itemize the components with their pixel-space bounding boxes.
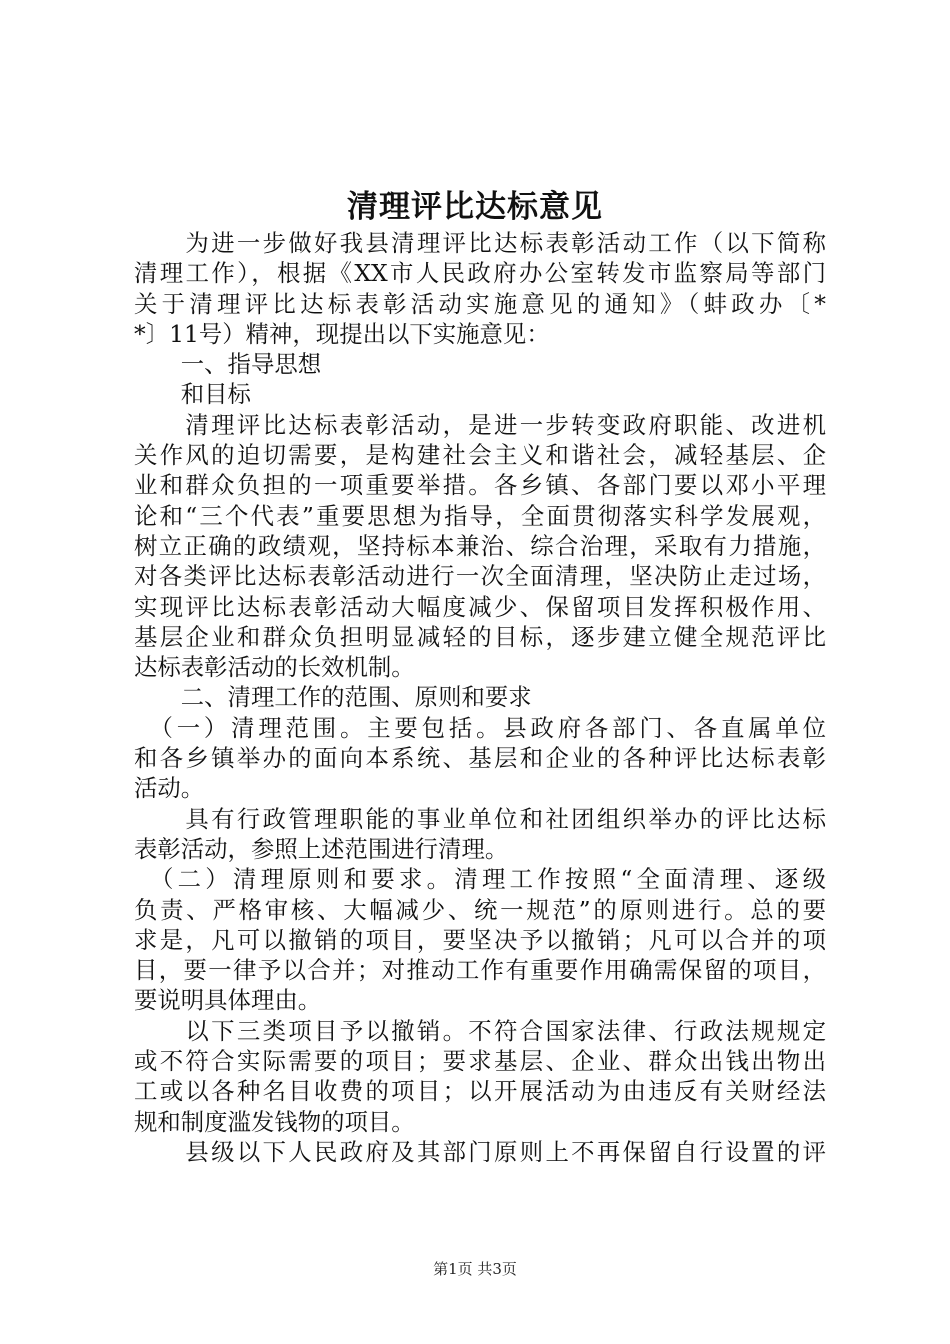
body-line: 规和制度滥发钱物的项目。	[134, 1107, 415, 1136]
body-line: 达标表彰活动的长效机制。	[134, 653, 415, 682]
body-line: 和各乡镇举办的面向本系统、基层和企业的各种评比达标表彰	[134, 744, 826, 773]
body-line: 表彰活动，参照上述范围进行清理。	[134, 834, 509, 863]
body-line: 负责、严格审核、大幅减少、统一规范”的原则进行。总的要	[134, 895, 826, 924]
body-line: （二）清理原则和要求。清理工作按照“全面清理、逐级	[134, 865, 826, 894]
body-line: 基层企业和群众负担明显减轻的目标，逐步建立健全规范评比	[134, 622, 826, 651]
body-line: 关作风的迫切需要，是构建社会主义和谐社会，减轻基层、企	[134, 441, 826, 470]
body-line: 或不符合实际需要的项目；要求基层、企业、群众出钱出物出	[134, 1047, 826, 1076]
body-line: 目，要一律予以合并；对推动工作有重要作用确需保留的项目，	[134, 956, 826, 985]
body-line: 求是，凡可以撤销的项目，要坚决予以撤销；凡可以合并的项	[134, 925, 826, 954]
body-line: 以下三类项目予以撤销。不符合国家法律、行政法规规定	[134, 1016, 826, 1045]
body-line: 活动。	[134, 774, 205, 803]
body-line: 清理评比达标表彰活动，是进一步转变政府职能、改进机	[134, 410, 826, 439]
section-heading: 一、指导思想	[134, 350, 322, 379]
body-line: 关于清理评比达标表彰活动实施意见的通知》（蚌政办〔*	[134, 289, 826, 318]
body-line: （一）清理范围。主要包括。县政府各部门、各直属单位	[134, 713, 826, 742]
document-title: 清理评比达标意见	[347, 189, 603, 225]
body-line: 为进一步做好我县清理评比达标表彰活动工作（以下简称	[134, 229, 826, 257]
body-line: 要说明具体理由。	[134, 986, 322, 1015]
body-line: 实现评比达标表彰活动大幅度减少、保留项目发挥积极作用、	[134, 592, 826, 621]
body-line: *〕11号）精神，现提出以下实施意见：	[134, 319, 550, 348]
body-line: 业和群众负担的一项重要举措。各乡镇、各部门要以邓小平理	[134, 471, 826, 500]
document-body	[134, 228, 826, 1167]
body-line: 论和“三个代表”重要思想为指导，全面贯彻落实科学发展观，	[134, 501, 826, 530]
body-line: 对各类评比达标表彰活动进行一次全面清理，坚决防止走过场，	[134, 562, 826, 591]
body-line: 清理工作），根据《XX市人民政府办公室转发市监察局等部门	[134, 259, 826, 288]
section-heading: 和目标	[134, 380, 251, 409]
body-line: 县级以下人民政府及其部门原则上不再保留自行设置的评	[134, 1137, 826, 1166]
body-line: 工或以各种名目收费的项目；以开展活动为由违反有关财经法	[134, 1077, 826, 1106]
body-line: 树立正确的政绩观，坚持标本兼治、综合治理，采取有力措施，	[134, 531, 826, 560]
page-footer: 第1页 共3页	[433, 1260, 517, 1278]
body-line: 具有行政管理职能的事业单位和社团组织举办的评比达标	[134, 804, 826, 833]
section-heading: 二、清理工作的范围、原则和要求	[134, 683, 532, 712]
